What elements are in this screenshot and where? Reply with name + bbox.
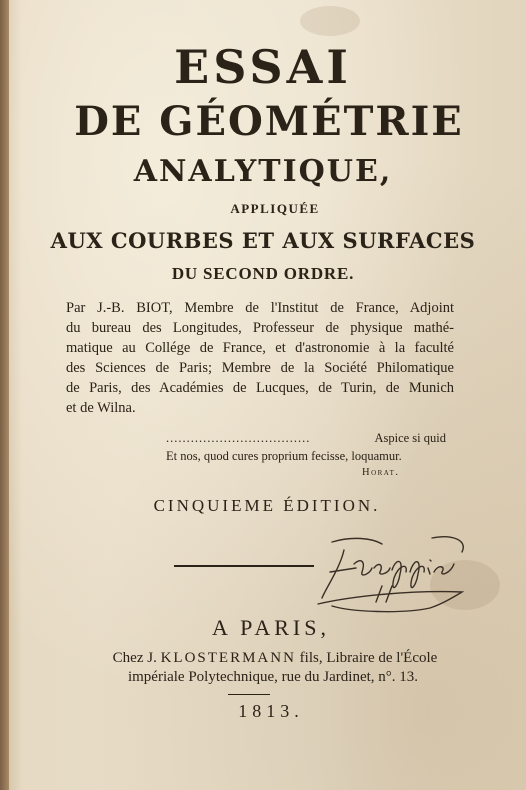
publisher-suffix: fils, Libraire de l'École — [299, 650, 438, 666]
byline-line: Par J.-B. BIOT, Membre de l'Institut de France, Adjoint — [66, 300, 454, 316]
title-line-analytique: ANALYTIQUE, — [133, 154, 393, 189]
handwritten-signature — [312, 528, 472, 614]
title-line-essai: ESSAI — [174, 40, 352, 94]
imprint-address-line: impériale Polytechnique, rue du Jardinet, n°. 13. — [127, 669, 419, 685]
edition-label: CINQUIEME ÉDITION. — [153, 496, 381, 515]
epigraph-dots: ................................... — [166, 431, 311, 445]
subtitle-appliquee: APPLIQUÉE — [230, 201, 320, 216]
epigraph-line-2: Et nos, quod cures proprium fecisse, loquamur. — [166, 449, 402, 463]
short-rule — [228, 694, 270, 695]
epigraph-text-1: Aspice si quid — [374, 431, 446, 445]
title-line-geometrie: DE GÉOMÉTRIE — [74, 98, 464, 145]
imprint-place: A PARIS, — [211, 615, 330, 640]
publisher-prefix: Chez J. — [112, 650, 157, 666]
epigraph-line-1 — [166, 431, 446, 446]
author-byline — [66, 298, 454, 418]
publisher-name: KLOSTERMANN — [160, 650, 296, 666]
byline-line: matique au Collége de France, et d'astronomie à la faculté — [66, 340, 454, 356]
byline-line: et de Wilna. — [66, 400, 136, 416]
epigraph-author: Horat. — [362, 467, 400, 478]
subtitle-second-ordre: DU SECOND ORDRE. — [171, 264, 355, 283]
byline-line: du bureau des Longitudes, Professeur de physique mathé- — [66, 320, 454, 336]
paper-stain — [300, 6, 360, 36]
imprint-publisher-line — [0, 650, 526, 667]
horizontal-rule — [174, 565, 314, 567]
publication-year: 1813. — [238, 701, 304, 721]
subtitle-courbes-surfaces: AUX COURBES ET AUX SURFACES — [50, 228, 476, 253]
byline-line: de Paris, des Académies de Lucques, de Turin, de Munich — [66, 380, 454, 396]
byline-line: des Sciences de Paris; Membre de la Société Philomatique — [66, 360, 454, 376]
